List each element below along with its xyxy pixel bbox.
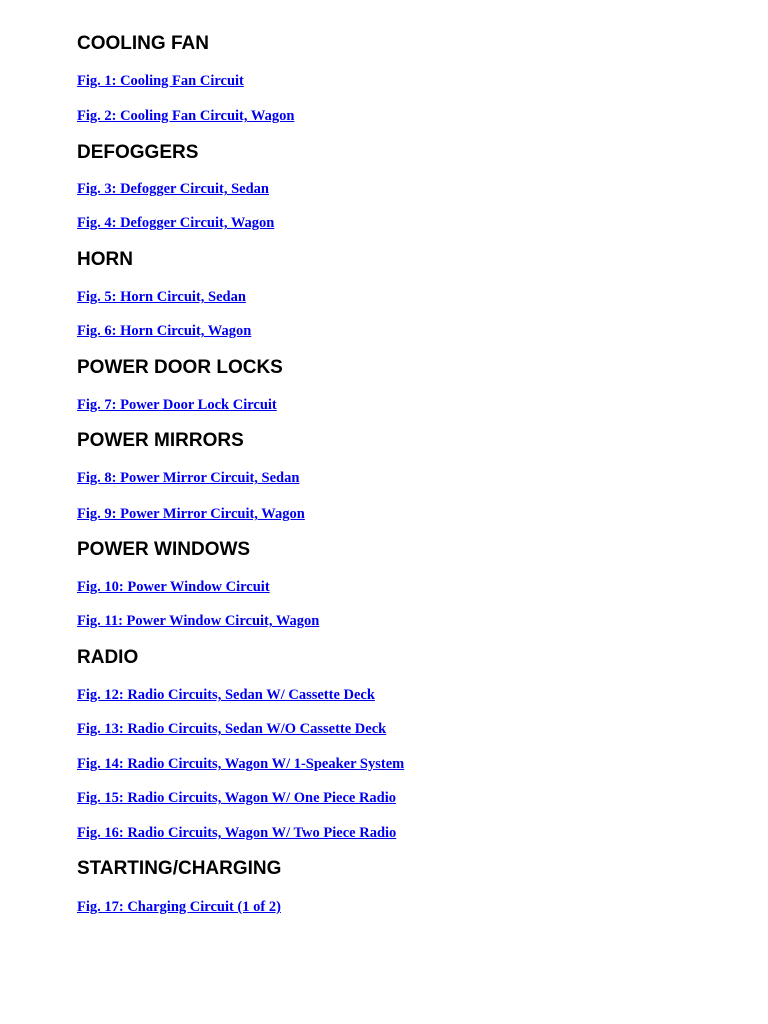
fig-link-14[interactable]: Fig. 14: Radio Circuits, Wagon W/ 1-Speaker System xyxy=(77,756,405,772)
section-heading-power-mirrors: POWER MIRRORS xyxy=(77,430,244,451)
fig-link-6[interactable]: Fig. 6: Horn Circuit, Wagon xyxy=(77,323,252,339)
fig-link-8[interactable]: Fig. 8: Power Mirror Circuit, Sedan xyxy=(77,470,300,486)
section-heading-defoggers: DEFOGGERS xyxy=(77,142,199,163)
fig-link-7[interactable]: Fig. 7: Power Door Lock Circuit xyxy=(77,397,277,413)
section-heading-radio: RADIO xyxy=(77,647,139,668)
fig-link-12[interactable]: Fig. 12: Radio Circuits, Sedan W/ Cassette Deck xyxy=(77,687,375,703)
fig-link-13[interactable]: Fig. 13: Radio Circuits, Sedan W/O Cassette Deck xyxy=(77,721,387,737)
fig-link-3[interactable]: Fig. 3: Defogger Circuit, Sedan xyxy=(77,181,269,197)
fig-link-10[interactable]: Fig. 10: Power Window Circuit xyxy=(77,579,270,595)
section-heading-starting-charging: STARTING/CHARGING xyxy=(77,858,282,879)
section-heading-cooling-fan: COOLING FAN xyxy=(77,33,209,54)
fig-link-15[interactable]: Fig. 15: Radio Circuits, Wagon W/ One Piece Radio xyxy=(77,790,397,806)
fig-link-5[interactable]: Fig. 5: Horn Circuit, Sedan xyxy=(77,289,246,305)
section-heading-power-door-locks: POWER DOOR LOCKS xyxy=(77,357,283,378)
fig-link-2[interactable]: Fig. 2: Cooling Fan Circuit, Wagon xyxy=(77,108,295,124)
fig-link-9[interactable]: Fig. 9: Power Mirror Circuit, Wagon xyxy=(77,506,305,522)
fig-link-16[interactable]: Fig. 16: Radio Circuits, Wagon W/ Two Piece Radio xyxy=(77,825,397,841)
fig-link-1[interactable]: Fig. 1: Cooling Fan Circuit xyxy=(77,73,244,89)
fig-link-11[interactable]: Fig. 11: Power Window Circuit, Wagon xyxy=(77,613,320,629)
section-heading-horn: HORN xyxy=(77,249,133,270)
fig-link-4[interactable]: Fig. 4: Defogger Circuit, Wagon xyxy=(77,215,275,231)
fig-link-17[interactable]: Fig. 17: Charging Circuit (1 of 2) xyxy=(77,899,281,915)
section-heading-power-windows: POWER WINDOWS xyxy=(77,539,251,560)
